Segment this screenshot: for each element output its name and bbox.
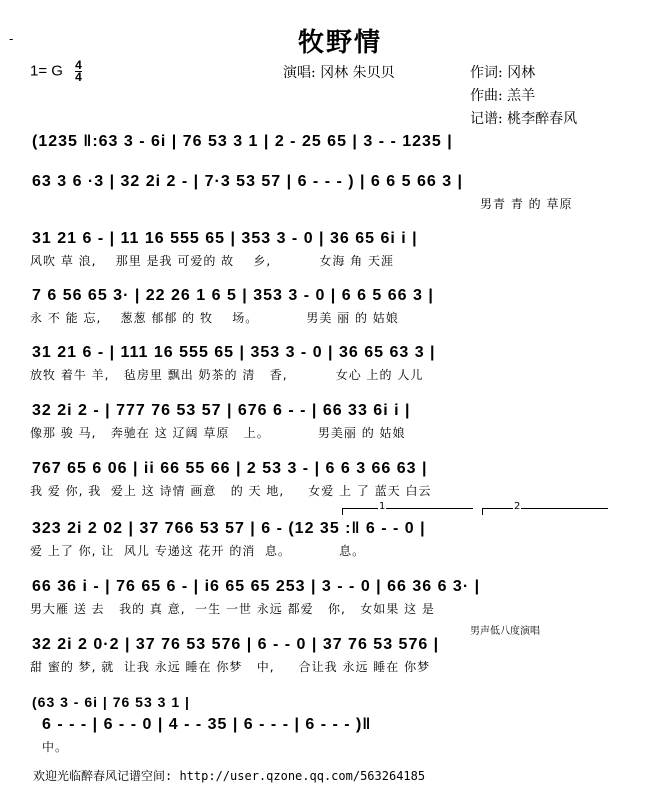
song-title: 牧野情 — [297, 28, 382, 58]
low-octave-annotation: 男声低八度演唱 — [470, 626, 540, 637]
composer: 作曲: 羔羊 — [470, 88, 536, 104]
time-signature: $\frac{4}{4}$ — [75, 58, 82, 84]
score-row: 31 21 6 - | 11 16 555 65 | 353 3 - 0 | 36 65 6i i | 风吹 草 浪, 那里 是我 可爱的 故 乡, 女海 角 天涯 — [30, 230, 418, 268]
footer-link[interactable]: 欢迎光临醉春风记谱空间: http://user.qzone.qq.com/563264185 — [33, 769, 426, 783]
score-row: 32 2i 2 0·2 | 37 76 53 576 | 6 - - 0 | 37 76 53 576 | 甜 蜜的 梦, 就 让我 永远 睡在 你梦 中, 合让我 永远 睡在 你梦 — [30, 636, 440, 674]
transcriber: 记谱: 桃李醉春风 — [470, 111, 578, 127]
score-row: 6 - - - | 6 - - 0 | 4 - - 35 | 6 - - - | 6 - - - )‖ 中。 — [42, 716, 372, 754]
score-row: 31 21 6 - | 111 16 555 65 | 353 3 - 0 | 36 65 63 3 | 放牧 着牛 羊, 毡房里 飘出 奶茶的 清 香, 女心 上的 人儿 — [30, 344, 436, 382]
volta-2: 2 — [482, 508, 608, 515]
score-row: (63 3 - 6i | 76 53 3 1 | — [32, 694, 190, 710]
volta-1: 1 — [342, 508, 473, 515]
score-row: 32 2i 2 - | 777 76 53 57 | 676 6 - - | 66 33 6i i | 像那 骏 马, 奔驰在 这 辽阔 草原 上。 男美丽 的 姑娘 — [30, 402, 411, 440]
singers: 演唱: 冈林 朱贝贝 — [283, 65, 395, 81]
score-row: 1 2 323 2i 2 02 | 37 766 53 57 | 6 - (12 35 :‖ 6 - - 0 | 爱 上了 你, 让 风儿 专递这 花开 的消 息。 息。 — [20, 520, 620, 565]
score-row: (1235 ‖:63 3 - 6i | 76 53 3 1 | 2 - 25 65 | 3 - - 1235 | — [32, 133, 453, 150]
score-row: 63 3 6 ·3 | 32 2i 2 - | 7·3 53 57 | 6 - - - ) | 6 6 5 66 3 | 男青 青 的 草原 — [32, 173, 573, 211]
score-row: 7 6 56 65 3· | 22 26 1 6 5 | 353 3 - 0 | 6 6 5 66 3 | 永 不 能 忘, 葱葱 郁郁 的 牧 场。 男美 丽 的 姑娘 — [30, 287, 434, 325]
key-signature: 1= G $\frac{4}{4}$ — [30, 58, 82, 84]
left-mark: - — [9, 32, 14, 46]
lyricist: 作词: 冈林 — [470, 65, 536, 81]
score-row: 767 65 6 06 | ii 66 55 66 | 2 53 3 - | 6 6 3 66 63 | 我 爱 你, 我 爱上 这 诗情 画意 的 天 地, 女爱 上 了 蓝天 白云 — [30, 460, 432, 498]
score-row: 66 36 i - | 76 65 6 - | i6 65 65 253 | 3 - - 0 | 66 36 6 3· | 男大雁 送 去 我的 真 意, 一生 一世 永远 都爱 你, 女如果 这 是 — [30, 578, 481, 616]
